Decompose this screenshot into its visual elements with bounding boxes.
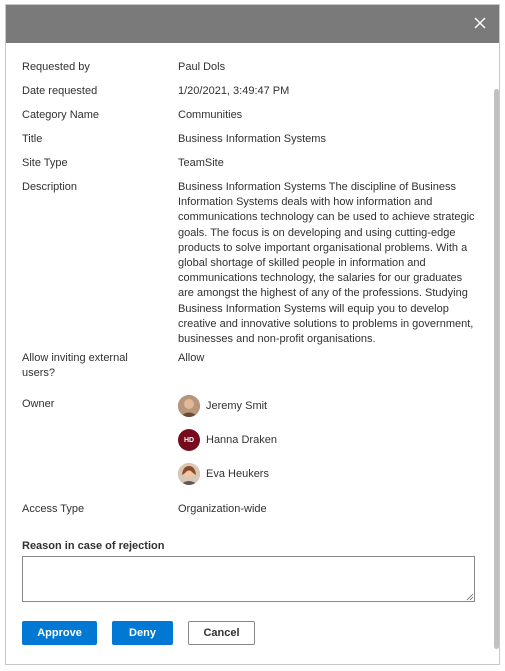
field-value: 1/20/2021, 3:49:47 PM [178,85,290,97]
owner-name: Hanna Draken [206,434,277,446]
field-value: TeamSite [178,157,224,169]
dialog-titlebar [6,5,499,43]
field-label: Allow inviting external users? [22,352,128,379]
field-label: Owner [22,398,55,410]
field-label: Category Name [22,109,100,121]
field-label: Site Type [22,157,68,169]
field-value: Business Information Systems [178,133,326,145]
approve-button[interactable]: Approve [22,621,97,645]
field-value: Paul Dols [178,61,226,73]
field-label: Access Type [22,503,85,515]
rejection-reason-label: Reason in case of rejection [22,540,165,552]
description-text: Business Information Systems The discipline of Business Information Systems deals with how information and communications technology can be used to achieve strategic goals. The focus is on developing and using cutting-edge products to solve important organisational problems. With a global shortage of skilled people in information and communications technology, the salaries for our graduates are amongst the highest of any of the professions. Studying Business Information Systems will equip you to develop creative and innovative solutions to problems in government, businesses and non-profit organisations. [178,181,475,346]
owner-item[interactable] [178,394,267,418]
avatar [178,395,200,417]
rejection-reason-input[interactable] [22,556,475,602]
scrollbar[interactable] [494,89,499,649]
field-label: Date requested [22,85,98,97]
resize-grip-icon[interactable] [466,593,474,601]
field-label: Requested by [22,61,90,73]
approval-dialog [5,4,500,665]
deny-button[interactable]: Deny [112,621,173,645]
dialog-content [6,43,499,664]
close-icon[interactable] [471,14,489,32]
field-label: Title [22,133,43,145]
cancel-button[interactable]: Cancel [188,621,255,645]
owner-item[interactable] [178,462,269,486]
field-value: Organization-wide [178,503,267,515]
owner-item[interactable] [178,428,277,452]
owner-name: Eva Heukers [206,468,269,480]
field-value: Communities [178,109,243,121]
avatar [178,463,200,485]
field-label: Description [22,181,78,193]
field-value: Allow [178,352,205,364]
avatar: HD [178,429,200,451]
owner-name: Jeremy Smit [206,400,268,412]
